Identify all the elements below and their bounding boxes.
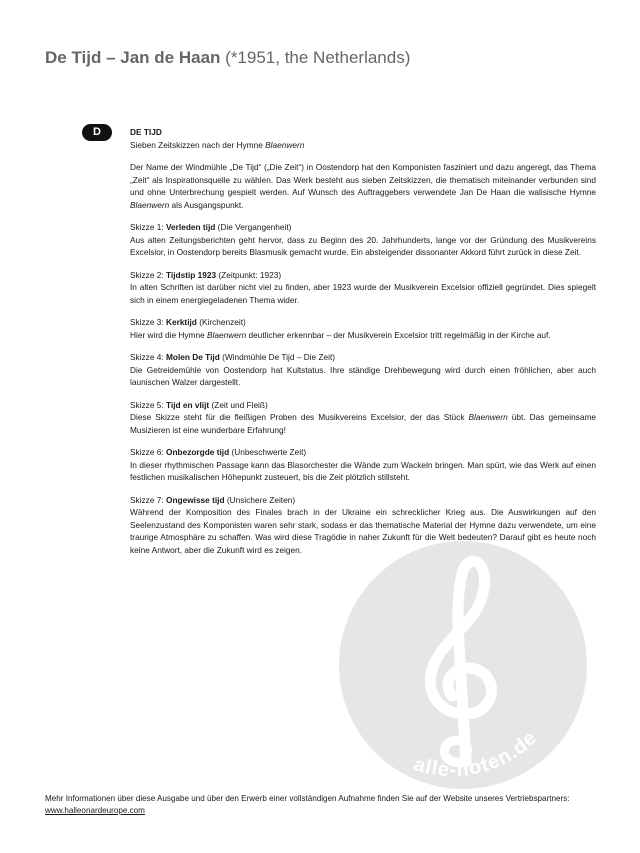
sketch-text: Die Getreidemühle von Oostendorp hat Kultstatus. Ihre ständige Drehbewegung wird durch einen fröhlichen, aber auch launischen Walzer dargestellt. — [130, 364, 596, 387]
sketch-text: Während der Komposition des Finales brach in der Ukraine ein schrecklicher Krieg aus. Die Auswirkungen auf den Seelenzustand des Komponisten waren sehr stark, sodass er das thematische Material der Hymne dazu verwendete, um eine traurige Atmosphäre zu schaffen. Was wird diese Tragödie in naher Zukunft für die Welt bedeuten? Darauf gibt es heute noch keine Antwort, aber die Zukunft wird es zeigen. — [130, 507, 596, 555]
section-title: DE TIJD — [130, 127, 162, 137]
sketch-heading: Skizze 7: Ongewisse tijd (Unsichere Zeiten) — [130, 494, 296, 505]
sketch-text: Aus alten Zeitungsberichten geht hervor, dass zu Beginn des 20. Jahrhunderts, lange vor der Gründung des Musikvereins Excelsior, in Oostendorp bereits Blasmusik gemacht wurde. Ein absteigender dissonanter Akkord führt zurück in diese Zeit. — [130, 234, 596, 257]
sketch-heading: Skizze 5: Tijd en vlijt (Zeit und Fleiß) — [130, 399, 268, 410]
sketch-heading: Skizze 3: Kerktijd (Kirchenzeit) — [130, 317, 246, 327]
watermark-logo — [338, 540, 588, 790]
sketch-text: In alten Schriften ist darüber nicht viel zu finden, aber 1923 wurde der Musikverein Excelsior offiziell gegründet. Dies spiegelt sich in einem energiegeladenen Thema wider. — [130, 282, 596, 305]
page-title — [45, 48, 410, 68]
sketch-text: In dieser rhythmischen Passage kann das Blasorchester die Wände zum Wackeln bringen. Man spürt, wie das Werk auf einen festlichen musikalischen Höhepunkt zusteuert, bis die Zeit plötzlich stillsteht. — [130, 459, 596, 482]
sketch-text: Diese Skizze steht für die fleißigen Proben des Musikvereins Excelsior, der das Stück Blaenwern übt. Das gemeinsame Musizieren ist eine wunderbare Erfahrung! — [130, 412, 596, 435]
footer-link[interactable]: www.halleonardeurope.com — [45, 805, 145, 815]
page-title-main: De Tijd – Jan de Haan — [45, 48, 221, 67]
intro-paragraph: Der Name der Windmühle „De Tijd“ („Die Zeit“) in Oostendorp hat den Komponisten fasziniert und dazu angeregt, das Thema „Zeit“ als Inspirationsquelle zu wählen. Das Werk besteht aus sieben Zeitskizzen, die thematisch miteinander verbunden sind und ohne Unterbrechung gespielt werden. Auf Wunsch des Auftraggebers verwendete Jan De Haan die walisische Hymne Blaenwern als Ausgangspunkt. — [130, 162, 596, 210]
main-content — [130, 126, 596, 556]
sketch-heading: Skizze 6: Onbezorgde tijd (Unbeschwerte Zeit) — [130, 447, 307, 457]
sketch-heading: Skizze 4: Molen De Tijd (Windmühle De Tijd – Die Zeit) — [130, 352, 336, 362]
sketch-text: Hier wird die Hymne Blaenwern deutlicher erkennbar – der Musikverein Excelsior tritt regelmäßig in der Kirche auf. — [130, 329, 551, 340]
section-badge: D — [82, 124, 112, 141]
footer — [45, 793, 597, 816]
page-title-subtitle: (*1951, the Netherlands) — [225, 48, 411, 67]
sketch-heading: Skizze 1: Verleden tijd (Die Vergangenheit) — [130, 222, 292, 232]
footer-text: Mehr Informationen über diese Ausgabe und über den Erwerb einer vollständigen Aufnahme finden Sie auf der Website unseres Vertriebspartners: — [45, 794, 570, 803]
sketch-heading: Skizze 2: Tijdstip 1923 (Zeitpunkt: 1923) — [130, 269, 282, 280]
watermark-text: alle-noten.de — [411, 726, 542, 782]
section-subtitle: Sieben Zeitskizzen nach der Hymne Blaenwern — [130, 139, 305, 150]
